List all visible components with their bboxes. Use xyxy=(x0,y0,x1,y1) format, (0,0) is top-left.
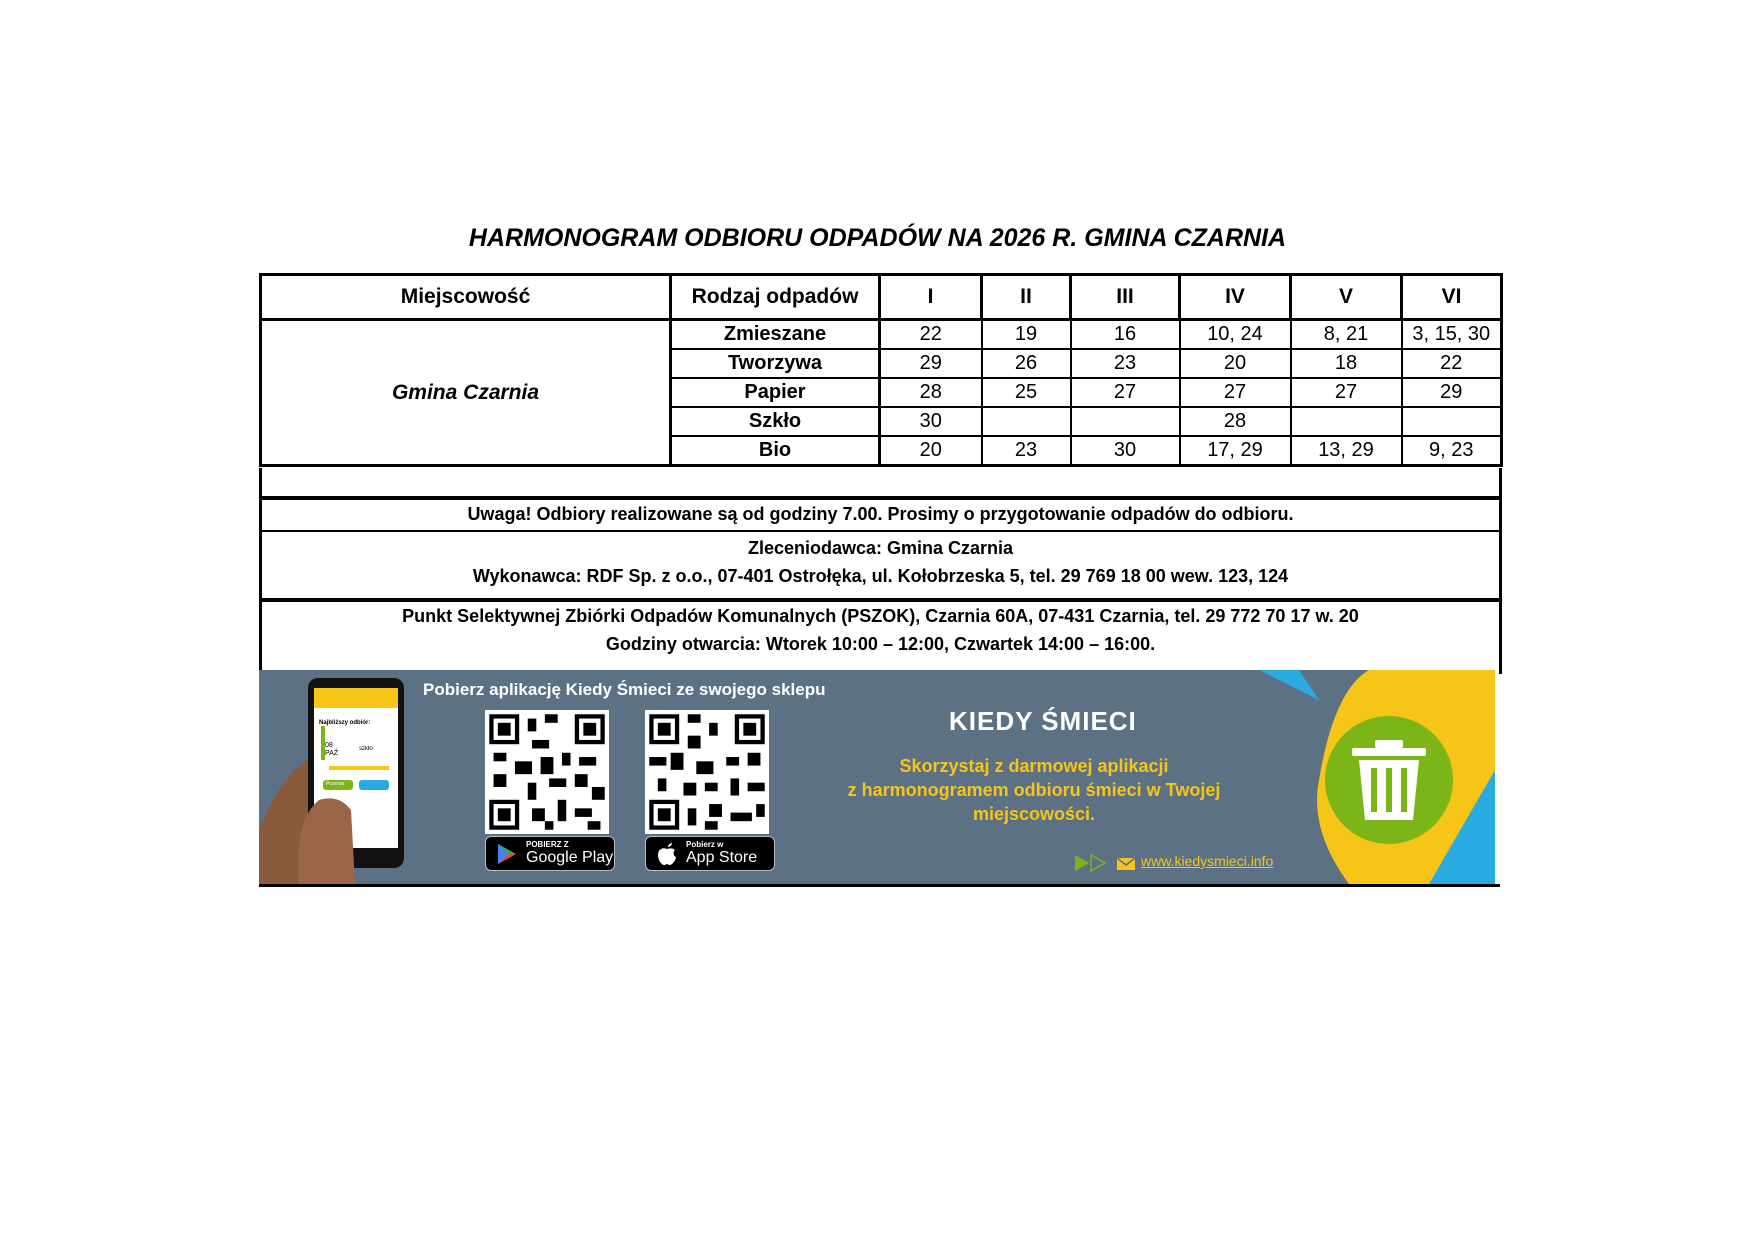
contractor-box xyxy=(259,530,1502,602)
app-store-label: App Store xyxy=(686,849,758,866)
google-play-small-label: POBIERZ Z xyxy=(526,840,569,849)
header-month: III xyxy=(1071,275,1180,320)
phone-month: PAŹ xyxy=(325,750,339,757)
date-cell: 28 xyxy=(1180,407,1291,436)
date-cell: 17, 29 xyxy=(1180,436,1291,466)
header-month: V xyxy=(1291,275,1402,320)
date-cell: 16 xyxy=(1071,320,1180,350)
brand-name: KIEDY ŚMIECI xyxy=(949,706,1137,736)
empty-spacer-row xyxy=(259,468,1502,498)
date-cell: 26 xyxy=(982,349,1071,378)
notice-box: Uwaga! Odbiory realizowane są od godziny 7.00. Prosimy o przygotowanie odpadów do odbioru. xyxy=(259,498,1502,532)
google-play-label: Google Play xyxy=(526,849,614,866)
date-cell: 25 xyxy=(982,378,1071,407)
date-cell: 28 xyxy=(880,378,982,407)
client-text: Zleceniodawca: Gmina Czarnia xyxy=(747,538,1014,558)
phone-day: 08 xyxy=(325,742,333,749)
qr-code-apple[interactable] xyxy=(645,710,769,834)
waste-type-cell: Bio xyxy=(671,436,880,466)
app-banner xyxy=(259,670,1495,884)
date-cell xyxy=(982,407,1071,436)
app-store-button[interactable] xyxy=(645,836,775,871)
date-cell: 10, 24 xyxy=(1180,320,1291,350)
bottom-border xyxy=(259,884,1500,887)
date-cell: 27 xyxy=(1071,378,1180,407)
promo-line: miejscowości. xyxy=(972,804,1096,824)
banner-headline: Pobierz aplikację Kiedy Śmieci ze swojego sklepu xyxy=(423,680,826,699)
date-cell xyxy=(1071,407,1180,436)
date-cell: 18 xyxy=(1291,349,1402,378)
date-cell: 23 xyxy=(1071,349,1180,378)
header-month: I xyxy=(880,275,982,320)
phone-waste: szkło xyxy=(359,746,373,752)
arrows-mail-icon xyxy=(1075,854,1139,872)
google-play-icon xyxy=(496,843,518,865)
waste-type-cell: Szkło xyxy=(671,407,880,436)
date-cell: 27 xyxy=(1180,378,1291,407)
waste-type-cell: Papier xyxy=(671,378,880,407)
date-cell xyxy=(1402,407,1502,436)
header-month: II xyxy=(982,275,1071,320)
page-title: HARMONOGRAM ODBIORU ODPADÓW NA 2026 R. GMINA CZARNIA xyxy=(468,224,1287,252)
date-cell: 29 xyxy=(1402,378,1502,407)
table-row xyxy=(261,320,1502,350)
date-cell xyxy=(1291,407,1402,436)
date-cell: 23 xyxy=(982,436,1071,466)
header-month: IV xyxy=(1180,275,1291,320)
table-header-row xyxy=(261,275,1502,320)
app-store-small-label: Pobierz w xyxy=(686,840,724,849)
pszok-hours: Godziny otwarcia: Wtorek 10:00 – 12:00, Czwartek 14:00 – 16:00. xyxy=(605,634,1156,654)
header-month: VI xyxy=(1402,275,1502,320)
date-cell: 8, 21 xyxy=(1291,320,1402,350)
date-cell: 29 xyxy=(880,349,982,378)
date-cell: 13, 29 xyxy=(1291,436,1402,466)
date-cell: 9, 23 xyxy=(1402,436,1502,466)
header-waste-type: Rodzaj odpadów xyxy=(671,275,880,320)
promo-line: z harmonogramem odbioru śmieci w Twojej xyxy=(847,780,1221,800)
executor-text: Wykonawca: RDF Sp. z o.o., 07-401 Ostrołęka, ul. Kołobrzeska 5, tel. 29 769 18 00 wew. 123, 124 xyxy=(472,566,1289,586)
google-play-button[interactable] xyxy=(485,836,615,871)
trash-logo xyxy=(1259,670,1495,884)
qr-code-google[interactable] xyxy=(485,710,609,834)
website-link[interactable]: www.kiedysmieci.info xyxy=(1141,853,1274,869)
date-cell: 20 xyxy=(880,436,982,466)
phone-button: Przerwa xyxy=(326,781,345,787)
date-cell: 20 xyxy=(1180,349,1291,378)
date-cell: 27 xyxy=(1291,378,1402,407)
promo-text xyxy=(804,754,1264,826)
phone-next-pickup: Najbliższy odbiór: xyxy=(319,720,371,726)
waste-type-cell: Zmieszane xyxy=(671,320,880,350)
pszok-box xyxy=(259,598,1502,674)
date-cell: 22 xyxy=(880,320,982,350)
header-town: Miejscowość xyxy=(261,275,671,320)
date-cell: 3, 15, 30 xyxy=(1402,320,1502,350)
date-cell: 19 xyxy=(982,320,1071,350)
promo-line: Skorzystaj z darmowej aplikacji xyxy=(899,756,1169,776)
apple-icon xyxy=(656,842,678,866)
schedule-table xyxy=(259,273,1503,467)
date-cell: 30 xyxy=(880,407,982,436)
date-cell: 22 xyxy=(1402,349,1502,378)
date-cell: 30 xyxy=(1071,436,1180,466)
town-cell: Gmina Czarnia xyxy=(261,320,671,466)
pszok-address: Punkt Selektywnej Zbiórki Odpadów Komunalnych (PSZOK), Czarnia 60A, 07-431 Czarnia, tel. 29 772 70 17 w. 20 xyxy=(402,606,1359,626)
waste-type-cell: Tworzywa xyxy=(671,349,880,378)
phone-hand-image xyxy=(259,670,429,884)
